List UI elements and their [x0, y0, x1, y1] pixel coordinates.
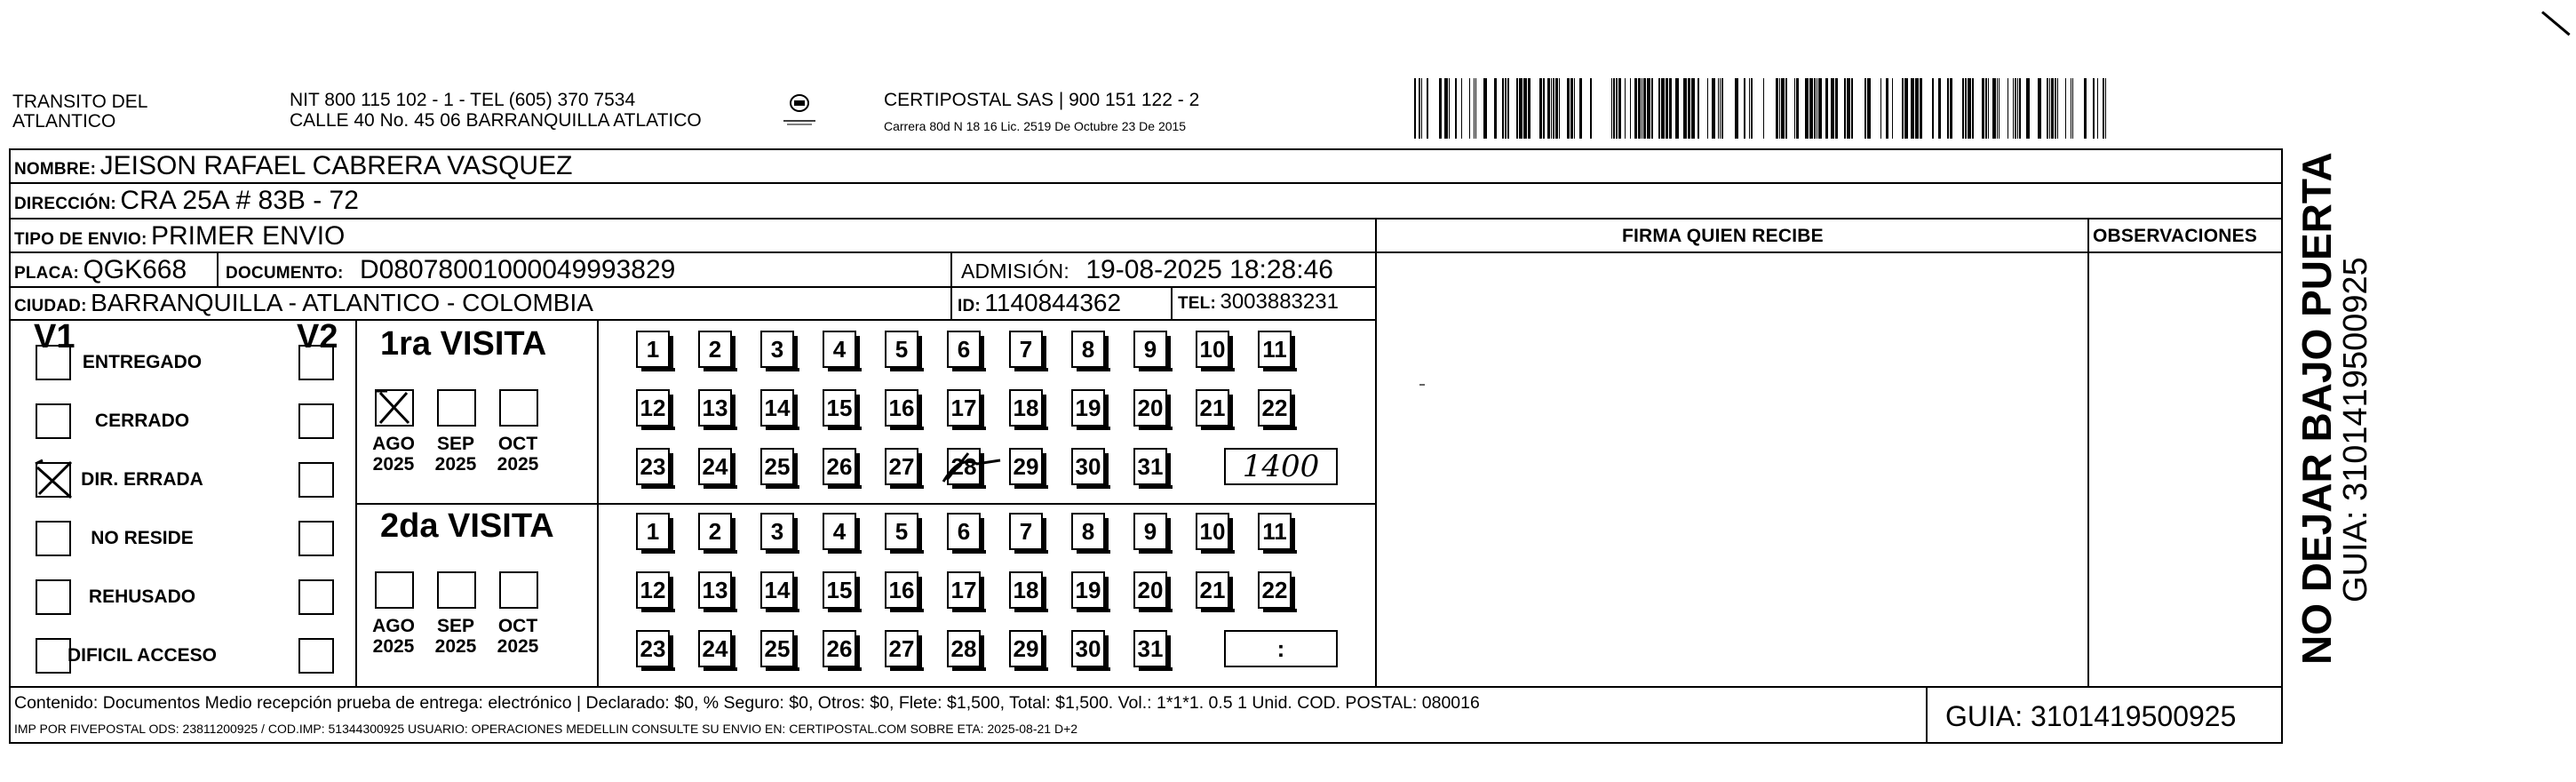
tipo-envio-value: PRIMER ENVIO	[151, 221, 346, 251]
day-box[interactable]: 20	[1133, 571, 1167, 609]
day-box[interactable]: 24	[698, 448, 732, 485]
month-checkbox[interactable]	[375, 389, 414, 427]
day-box[interactable]: 17	[947, 389, 981, 427]
day-box[interactable]: 22	[1258, 389, 1292, 427]
v1-label: V1	[34, 318, 76, 355]
month-checkbox[interactable]	[437, 389, 476, 427]
company-name-line1: TRANSITO DEL	[12, 92, 148, 112]
month-label	[489, 434, 547, 475]
id-value: 1140844362	[984, 289, 1122, 316]
side-guia-text: GUIA: 3101419500925	[2337, 257, 2374, 602]
day-box[interactable]: 18	[1009, 389, 1043, 427]
month-label	[364, 616, 423, 657]
day-box[interactable]: 7	[1009, 513, 1043, 550]
visit-title: 1ra VISITA	[380, 325, 547, 363]
nombre-label: NOMBRE:	[14, 160, 97, 179]
documento-label: DOCUMENTO:	[226, 264, 344, 283]
day-box[interactable]: 16	[885, 389, 918, 427]
month-name: OCT	[497, 434, 538, 454]
day-box[interactable]: 12	[636, 571, 670, 609]
day-box[interactable]: 19	[1071, 389, 1105, 427]
day-box[interactable]: 14	[760, 571, 794, 609]
day-box[interactable]: 15	[823, 389, 856, 427]
courier-address: Carrera 80d N 18 16 Lic. 2519 De Octubre 23 De 2015	[884, 119, 1187, 133]
time-box[interactable]	[1224, 630, 1338, 667]
status-label: DIFICIL ACCESO	[67, 645, 217, 666]
month-name: AGO	[372, 434, 415, 454]
id-label: ID:	[958, 297, 981, 315]
v2-checkbox[interactable]	[298, 345, 334, 380]
day-box[interactable]: 23	[636, 448, 670, 485]
placa-field	[14, 255, 187, 285]
day-box[interactable]: 19	[1071, 571, 1105, 609]
month-year: 2025	[372, 636, 415, 657]
month-year: 2025	[372, 454, 415, 475]
day-box[interactable]: 20	[1133, 389, 1167, 427]
day-box[interactable]: 5	[885, 513, 918, 550]
firma-label: FIRMA QUIEN RECIBE	[1622, 226, 1824, 246]
month-name: OCT	[497, 616, 538, 636]
company-address: CALLE 40 No. 45 06 BARRANQUILLA ATLATICO	[290, 110, 702, 131]
day-box[interactable]: 15	[823, 571, 856, 609]
documento-value: D08078001000049993829	[360, 255, 676, 284]
month-year: 2025	[497, 636, 539, 657]
day-box[interactable]: 16	[885, 571, 918, 609]
day-box[interactable]: 8	[1071, 331, 1105, 368]
nombre-value: JEISON RAFAEL CABRERA VASQUEZ	[99, 151, 573, 180]
barcode-icon	[1414, 78, 2107, 139]
day-box[interactable]: 25	[760, 630, 794, 667]
placa-value: QGK668	[83, 255, 187, 284]
tipo-envio-field	[14, 221, 345, 251]
documento-field	[226, 255, 675, 285]
v2-checkbox[interactable]	[298, 638, 334, 674]
month-name: SEP	[436, 616, 475, 636]
month-year: 2025	[497, 454, 539, 475]
month-name: AGO	[372, 616, 415, 636]
day-box[interactable]: 29	[1009, 448, 1043, 485]
month-year: 2025	[434, 636, 477, 657]
footer-imp-line: IMP POR FIVEPOSTAL ODS: 23811200925 / COD.IMP: 51344300925 USUARIO: OPERACIONES MEDELLIN CONSULTE SU ENVIO EN: CERTIPOSTAL.COM SOBRE ETA: 2025-08-21 D+2	[14, 722, 1078, 736]
ciudad-label: CIUDAD:	[14, 297, 87, 315]
v2-label: V2	[297, 318, 338, 355]
day-box[interactable]: 23	[636, 630, 670, 667]
footer-guia: GUIA: 3101419500925	[1945, 700, 2237, 732]
tipo-envio-label: TIPO DE ENVIO:	[14, 230, 147, 249]
side-text	[2295, 152, 2373, 665]
day-box[interactable]: 18	[1009, 571, 1043, 609]
day-box[interactable]: 28	[947, 448, 981, 485]
time-value: 1400	[1242, 449, 1320, 484]
day-box[interactable]: 11	[1258, 331, 1292, 368]
corner-mark	[2541, 11, 2571, 36]
day-box[interactable]: 1	[636, 513, 670, 550]
status-label: NO RESIDE	[91, 528, 194, 548]
v2-checkbox[interactable]	[298, 579, 334, 615]
day-box[interactable]: 24	[698, 630, 732, 667]
month-label	[489, 616, 547, 657]
day-box[interactable]: 31	[1133, 630, 1167, 667]
firma-area[interactable]	[1379, 255, 2086, 684]
day-box[interactable]: 7	[1009, 331, 1043, 368]
month-checkbox[interactable]	[375, 571, 414, 609]
day-box[interactable]: 27	[885, 630, 918, 667]
tel-value: 3003883231	[1220, 290, 1339, 314]
admision-field	[961, 255, 1333, 285]
day-box[interactable]: 30	[1071, 630, 1105, 667]
v2-checkbox[interactable]	[298, 462, 334, 498]
day-box[interactable]: 6	[947, 331, 981, 368]
day-box[interactable]: 9	[1133, 513, 1167, 550]
time-box[interactable]	[1224, 448, 1338, 485]
day-box[interactable]: 4	[823, 513, 856, 550]
certipostal-seal-icon	[782, 91, 817, 130]
day-box[interactable]: 3	[760, 513, 794, 550]
day-box[interactable]: 29	[1009, 630, 1043, 667]
day-box[interactable]: 1	[636, 331, 670, 368]
admision-label: ADMISIÓN:	[961, 259, 1069, 283]
month-label	[364, 434, 423, 475]
day-box[interactable]: 12	[636, 389, 670, 427]
observaciones-label: OBSERVACIONES	[2093, 226, 2258, 246]
ciudad-value: BARRANQUILLA - ATLANTICO - COLOMBIA	[91, 289, 593, 316]
day-box[interactable]: 2	[698, 513, 732, 550]
tel-label: TEL:	[1178, 294, 1217, 313]
day-box[interactable]: 22	[1258, 571, 1292, 609]
day-box[interactable]: 4	[823, 331, 856, 368]
status-label: DIR. ERRADA	[81, 469, 203, 490]
courier-line: CERTIPOSTAL SAS | 900 151 122 - 2	[884, 90, 1200, 110]
company-name-line2: ATLANTICO	[12, 111, 116, 132]
day-box[interactable]: 13	[698, 571, 732, 609]
stray-dot	[1419, 384, 1425, 386]
id-field	[958, 289, 1121, 317]
day-box[interactable]: 13	[698, 389, 732, 427]
ciudad-field	[14, 289, 593, 317]
day-box[interactable]: 9	[1133, 331, 1167, 368]
day-box[interactable]: 30	[1071, 448, 1105, 485]
admision-value: 19-08-2025 18:28:46	[1085, 255, 1333, 284]
observaciones-area[interactable]	[2091, 255, 2281, 684]
footer-content-line: Contenido: Documentos Medio recepción prueba de entrega: electrónico | Declarado: $0, % Seguro: $0, Otros: $0, Flete: $1,500, Total: $1,500. Vol.: 1*1*1. 0.5 1 Unid. COD. POSTAL: 080016	[14, 693, 1480, 713]
day-box[interactable]: 27	[885, 448, 918, 485]
time-value: :	[1276, 635, 1285, 662]
v2-checkbox[interactable]	[298, 521, 334, 556]
day-box[interactable]: 2	[698, 331, 732, 368]
direccion-label: DIRECCIÓN:	[14, 195, 116, 213]
day-box[interactable]: 25	[760, 448, 794, 485]
visit-title: 2da VISITA	[380, 507, 554, 545]
day-box[interactable]: 6	[947, 513, 981, 550]
status-label: ENTREGADO	[82, 352, 203, 372]
v2-checkbox[interactable]	[298, 403, 334, 439]
tel-field	[1178, 290, 1339, 315]
day-box[interactable]: 14	[760, 389, 794, 427]
status-label: CERRADO	[94, 411, 190, 431]
day-box[interactable]: 26	[823, 630, 856, 667]
check-mark-icon	[375, 389, 414, 427]
placa-label: PLACA:	[14, 264, 79, 283]
month-checkbox[interactable]	[499, 389, 538, 427]
day-box[interactable]: 17	[947, 571, 981, 609]
day-box[interactable]: 8	[1071, 513, 1105, 550]
month-label	[426, 434, 485, 475]
day-box[interactable]: 31	[1133, 448, 1167, 485]
day-box[interactable]: 21	[1196, 571, 1229, 609]
day-box[interactable]: 10	[1196, 513, 1229, 550]
month-checkbox[interactable]	[499, 571, 538, 609]
day-box[interactable]: 11	[1258, 513, 1292, 550]
nit-line: NIT 800 115 102 - 1 - TEL (605) 370 7534	[290, 90, 636, 110]
day-box[interactable]: 5	[885, 331, 918, 368]
day-box[interactable]: 10	[1196, 331, 1229, 368]
month-checkbox[interactable]	[437, 571, 476, 609]
no-dejar-text: NO DEJAR BAJO PUERTA	[2294, 152, 2340, 665]
day-box[interactable]: 28	[947, 630, 981, 667]
direccion-field	[14, 186, 359, 216]
direccion-value: CRA 25A # 83B - 72	[120, 186, 359, 215]
month-name: SEP	[436, 434, 475, 454]
day-box[interactable]: 21	[1196, 389, 1229, 427]
month-label	[426, 616, 485, 657]
strike-mark-icon	[942, 446, 1004, 485]
day-box[interactable]: 3	[760, 331, 794, 368]
month-year: 2025	[434, 454, 477, 475]
day-box[interactable]: 26	[823, 448, 856, 485]
status-label: REHUSADO	[88, 586, 196, 607]
nombre-field	[14, 151, 572, 181]
